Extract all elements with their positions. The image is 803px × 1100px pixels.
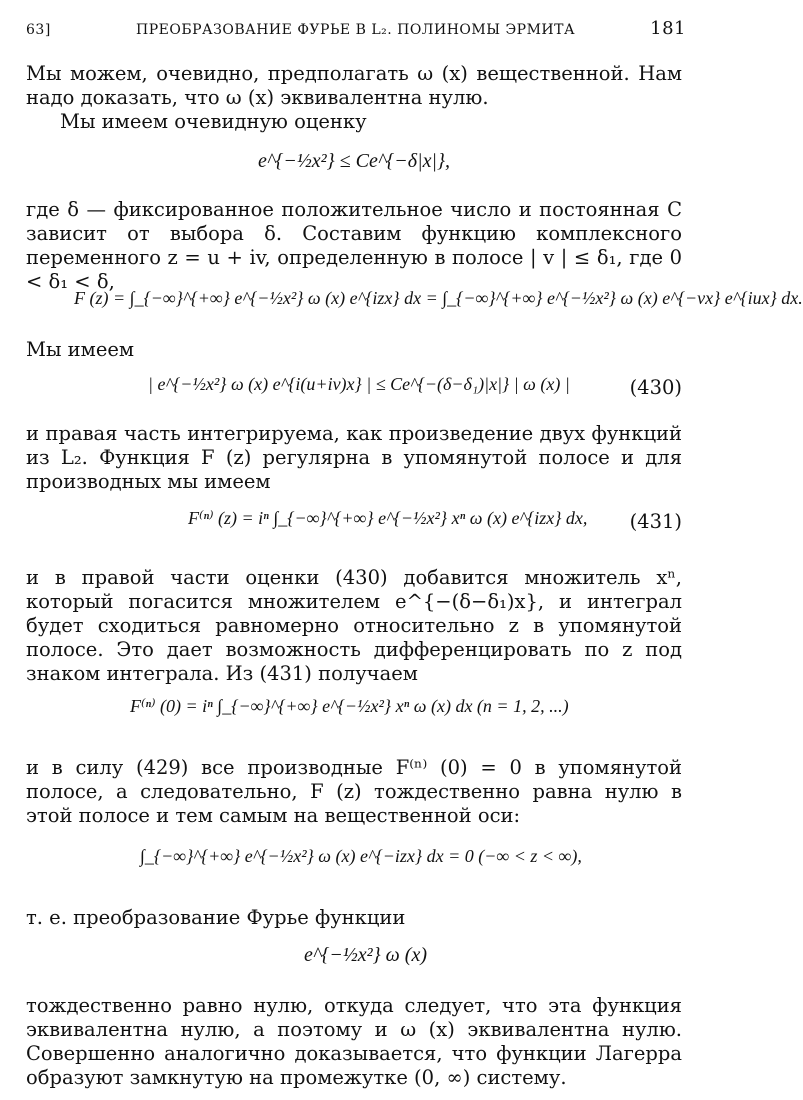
section-marker: 63] [26,22,51,38]
paragraph-2: Мы имеем очевидную оценку [60,110,367,133]
formula-7: e^{−½x²} ω (x) [304,944,427,966]
paragraph-7: и в силу (429) все производные F⁽ⁿ⁾ (0) = 0 в упомянутой полосе, а следовательно, F (z) тождественно равна нулю в этой полосе и тем самым на вещественной оси: [26,756,682,827]
running-header [26,18,686,46]
formula-6: ∫_{−∞}^{+∞} e^{−½x²} ω (x) e^{−izx} dx = 0 (−∞ < z < ∞), [140,846,582,866]
formula-4: F⁽ⁿ⁾ (z) = iⁿ ∫_{−∞}^{+∞} e^{−½x²} xⁿ ω (x) e^{izx} dx, [188,508,588,528]
paragraph-8: т. е. преобразование Фурье функции [26,906,406,929]
formula-3: | e^{−½x²} ω (x) e^{i(u+iv)x} | ≤ Ce^{−(δ−δ₁)|x|} | ω (x) | [148,374,570,394]
formula-5: F⁽ⁿ⁾ (0) = iⁿ ∫_{−∞}^{+∞} e^{−½x²} xⁿ ω (x) dx (n = 1, 2, ...) [130,696,569,716]
equation-number-430: (430) [629,376,682,399]
paragraph-3: где δ — фиксированное положительное число и постоянная C зависит от выбора δ. Составим функцию комплексного переменного z = u + iv, определенную в полосе | v | ≤ δ₁, где 0 < δ₁ < δ, [26,198,682,293]
paragraph-9: тождественно равно нулю, откуда следует, что эта функция эквивалентна нулю, а поэтому и ω (x) эквивалентна нулю. Совершенно аналогично доказывается, что функции Лагерра образуют замкнутую на промежутке (0, ∞) систему. [26,994,682,1089]
paragraph-6: и в правой части оценки (430) добавится множитель xⁿ, который погасится множителем e^{−(δ−δ₁)x}, и интеграл будет сходиться равномерно относительно z в упомянутой полосе. Это дает возможность дифференцировать по z под знаком интеграла. Из (431) получаем [26,566,682,685]
formula-1: e^{−½x²} ≤ Ce^{−δ|x|}, [258,150,450,172]
paragraph-5: и правая часть интегрируема, как произведение двух функций из L₂. Функция F (z) регулярна в упомянутой полосе и для производных мы имеем [26,422,682,493]
paragraph-4: Мы имеем [26,338,135,361]
equation-number-431: (431) [629,510,682,533]
formula-2: F (z) = ∫_{−∞}^{+∞} e^{−½x²} ω (x) e^{izx} dx = ∫_{−∞}^{+∞} e^{−½x²} ω (x) e^{−vx} e^{iux} dx. [74,288,803,308]
page-number: 181 [650,18,686,39]
running-title: ПРЕОБРАЗОВАНИЕ ФУРЬЕ В L₂. ПОЛИНОМЫ ЭРМИТА [136,22,576,38]
paragraph-1: Мы можем, очевидно, предполагать ω (x) вещественной. Нам надо доказать, что ω (x) эквивалентна нулю. [26,62,682,109]
